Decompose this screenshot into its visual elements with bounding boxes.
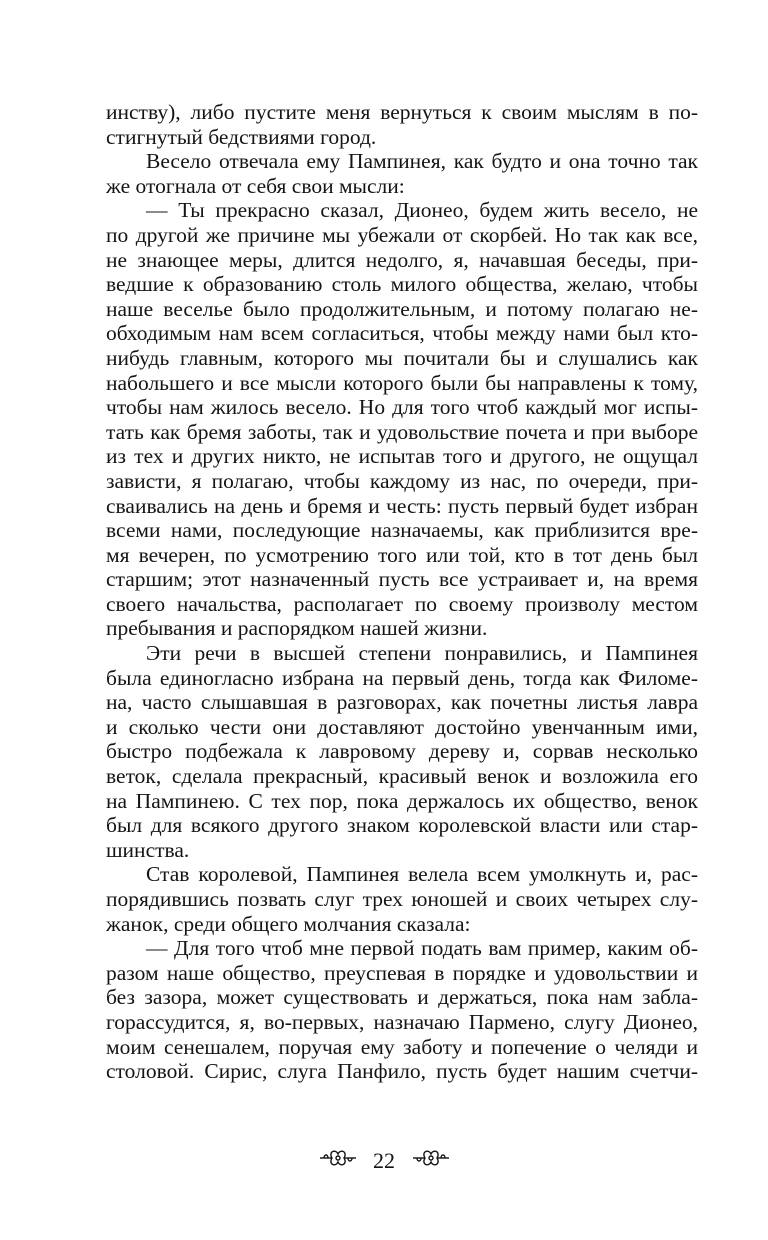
text-line: разом наше общество, преуспевая в порядке и удовольствии и	[106, 960, 698, 985]
text-line: на, часто слышавшая в разговорах, как почетны листья лавра	[106, 690, 698, 715]
text-line: стигнутый бедствиями город.	[106, 124, 377, 149]
text-line: мя вечерен, по усмотрению того или той, кто в тот день был	[106, 542, 698, 567]
text-line: сваивались на день и бремя и честь: пусть первый будет избран	[106, 493, 698, 518]
text-line: веток, сделала прекрасный, красивый венок и возложила его	[106, 764, 698, 789]
text-line: ведшие к образованию столь милого общества, желаю, чтобы	[106, 272, 698, 297]
text-line: зависти, я полагаю, чтобы каждому из нас, по очереди, при-	[106, 468, 698, 493]
text-line: горассудится, я, во-первых, назначаю Пармено, слугу Дионео,	[106, 1009, 698, 1034]
page-number: 22	[373, 1147, 395, 1173]
page-body	[106, 100, 698, 1084]
text-line: шинства.	[106, 837, 190, 862]
floral-ornament-icon	[318, 1147, 358, 1175]
text-line: обходимым нам всем согласиться, чтобы между нами был кто-	[106, 321, 698, 346]
text-line: моим сенешалем, поручая ему заботу и попечение о челяди и	[106, 1034, 698, 1059]
text-line: всеми нами, последующие назначаемы, как приблизится вре-	[106, 518, 698, 543]
text-line: набольшего и все мысли которого были бы направлены к тому,	[106, 370, 698, 395]
text-line: по другой же причине мы убежали от скорбей. Но так как все,	[106, 222, 698, 247]
text-line: из тех и других никто, не испытав того и другого, не ощущал	[106, 444, 698, 469]
text-line: не знающее меры, длится недолго, я, начавшая беседы, при-	[106, 247, 698, 272]
text-line: инству), либо пустите меня вернуться к своим мыслям в по-	[106, 100, 698, 124]
page-footer	[0, 1146, 768, 1175]
floral-ornament-icon	[411, 1147, 451, 1175]
text-line: — Для того чтоб мне первой подать вам пример, каким об-	[146, 936, 698, 961]
text-line: и сколько чести они доставляют достойно увенчанным ими,	[106, 714, 698, 739]
text-line: — Ты прекрасно сказал, Дионео, будем жить весело, не	[146, 198, 698, 223]
text-line: был для всякого другого знаком королевской власти или стар-	[106, 813, 698, 838]
text-line: без зазора, может существовать и держаться, пока нам забла-	[106, 985, 698, 1010]
text-line: наше веселье было продолжительным, и потому полагаю не-	[106, 296, 698, 321]
text-line: порядившись позвать слуг трех юношей и своих четырех слу-	[106, 887, 698, 911]
text-line: Эти речи в высшей степени понравились, и Пампинея	[146, 641, 698, 666]
text-line: столовой. Сирис, слуга Панфило, пусть будет нашим счетчи-	[106, 1059, 698, 1084]
text-line: чтобы нам жилось весело. Но для того чтоб каждый мог испы-	[106, 395, 698, 420]
text-line: жанок, среди общего молчания сказала:	[106, 911, 471, 936]
text-line: Став королевой, Пампинея велела всем умолкнуть и, рас-	[146, 862, 698, 887]
text-line: на Пампинею. С тех пор, пока держалось их общество, венок	[106, 788, 698, 813]
text-line: пребывания и распорядком нашей жизни.	[106, 616, 488, 641]
text-line: старшим; этот назначенный пусть все устраивает и, на время	[106, 567, 698, 592]
text-line: тать как бремя заботы, так и удовольствие почета и при выборе	[106, 419, 698, 444]
text-line: быстро подбежала к лавровому дереву и, сорвав несколько	[106, 739, 698, 764]
text-line: была единогласно избрана на первый день, тогда как Филоме-	[106, 665, 698, 690]
text-line: нибудь главным, которого мы почитали бы и слушались как	[106, 345, 698, 370]
text-line: своего начальства, располагает по своему произволу местом	[106, 591, 698, 616]
text-line: Весело отвечала ему Пампинея, как будто и она точно так	[146, 149, 698, 174]
text-line: же отогнала от себя свои мысли:	[106, 173, 405, 198]
